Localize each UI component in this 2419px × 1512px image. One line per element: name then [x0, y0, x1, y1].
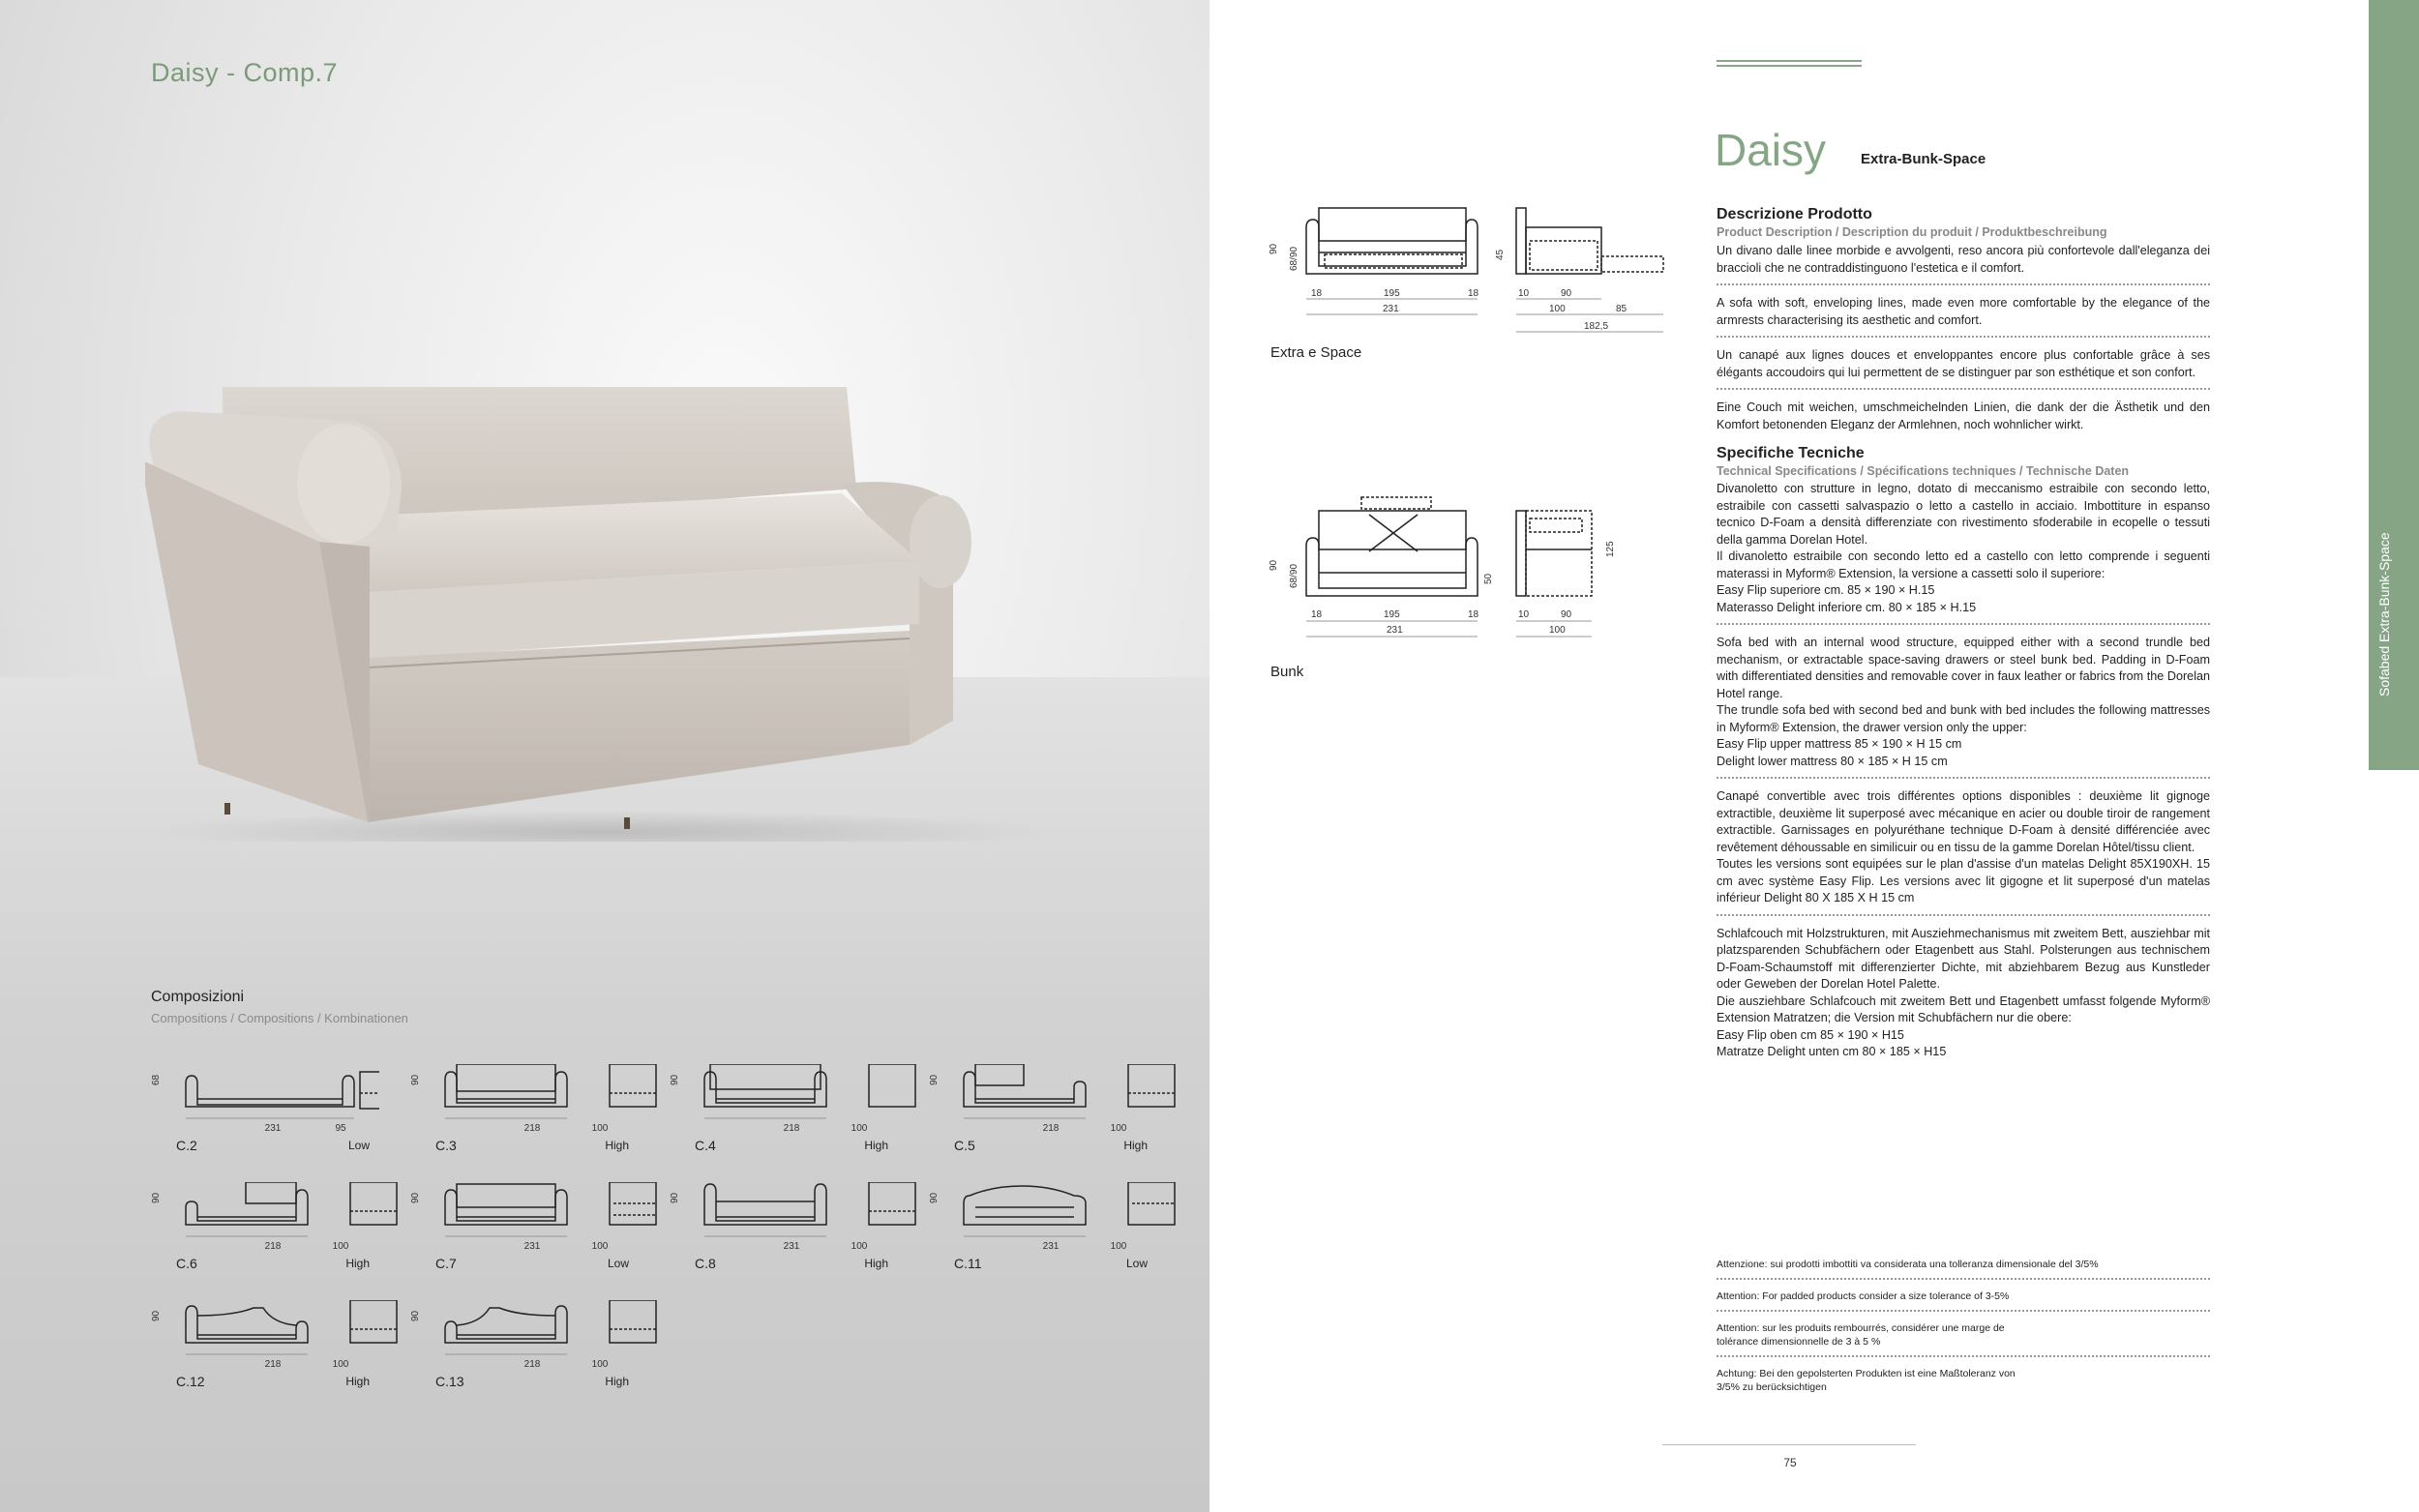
comp-height-type: Low	[1125, 1257, 1148, 1270]
specs-de	[1717, 926, 2210, 1061]
comp-drawing	[176, 1182, 408, 1240]
divider	[1717, 914, 2210, 916]
comp-depth-dim: 100	[332, 1359, 349, 1370]
dim-arm-l: 18	[1311, 288, 1323, 299]
dim-h-seat: 68/90	[1289, 246, 1299, 271]
comp-drawing	[176, 1064, 379, 1122]
dim-d1: 10	[1518, 609, 1530, 620]
comp-depth-dim: 100	[1110, 1241, 1127, 1252]
top-double-rule	[1717, 60, 1862, 67]
compositions-heading: Composizioni	[151, 989, 245, 1005]
comp-drawing	[954, 1182, 1186, 1240]
specs-en-p3: Easy Flip upper mattress 85 × 190 × H 15 cm	[1717, 737, 1962, 751]
comp-height-dim: 90	[929, 1074, 940, 1085]
specs-en-p1: Sofa bed with an internal wood structure, equipped either with a second trundle bed mechanism, or extractable space-saving drawers or steel bunk bed. Padding in D-Foam with differentiated densities and removable cover in faux leather or fabrics from the Dorelan Hotel range.	[1717, 636, 2210, 700]
product-variant: Extra-Bunk-Space	[1861, 151, 1986, 167]
extra-space-drawing	[1263, 198, 1669, 343]
comp-code: C.12	[176, 1374, 205, 1389]
specs-fr	[1717, 788, 2210, 907]
comp-code: C.8	[695, 1256, 716, 1271]
side-tab-label: Sofabed Extra-Bunk-Space	[2376, 532, 2392, 697]
comp-code: C.7	[435, 1256, 457, 1271]
comp-height-dim: 90	[410, 1310, 421, 1321]
footer-rule	[1662, 1444, 1916, 1445]
comp-width-dim: 218	[264, 1241, 282, 1252]
comp-code: C.2	[176, 1138, 197, 1153]
dim-arm-r: 18	[1468, 609, 1479, 620]
compositions-subheading: Compositions / Compositions / Kombinationen	[151, 1011, 408, 1025]
comp-width-dim: 231	[1042, 1241, 1060, 1252]
comp-width-dim: 218	[783, 1123, 800, 1134]
specs-it-p4: Materasso Delight inferiore cm. 80 × 185 × H.15	[1717, 600, 1977, 614]
dim-d3: 100	[1549, 625, 1566, 636]
composition-item	[670, 1064, 902, 1161]
comp-height-type: Low	[347, 1139, 370, 1152]
divider	[1717, 1355, 2210, 1357]
note-fr: Attention: sur les produits rembourrés, considérer une marge de tolérance dimensionnelle de 3 à 5 %	[1717, 1322, 2005, 1348]
dim-side-h: 50	[1483, 573, 1494, 584]
composition-item	[410, 1182, 642, 1279]
comp-height-dim: 90	[670, 1192, 680, 1203]
comp-drawing	[695, 1182, 927, 1240]
bunk-drawing	[1263, 491, 1630, 646]
comp-drawing	[954, 1064, 1186, 1122]
comp-height-dim: 90	[410, 1192, 421, 1203]
comp-depth-dim: 100	[851, 1241, 868, 1252]
divider	[1717, 336, 2210, 338]
comp-depth-dim: 100	[591, 1123, 609, 1134]
dim-seat-w: 195	[1384, 609, 1400, 620]
composition-item	[410, 1064, 642, 1161]
specs-it-p1: Divanoletto con strutture in legno, dotato di meccanismo estraibile con secondo letto, estraibile con cassetti salvaspazio o letto a castello in acciaio. Imbottiture in espanso tecnico D-Foam a densità differenziate con rivestimento sfoderabile in ecopelle o tessuti della gamma Dorelan Hotel.	[1717, 482, 2210, 547]
comp-width-dim: 231	[264, 1123, 282, 1134]
tolerance-notes	[1717, 1258, 2210, 1394]
comp-height-dim: 90	[151, 1310, 162, 1321]
comp-height-type: High	[1123, 1139, 1148, 1152]
comp-height-type: High	[345, 1375, 370, 1388]
dim-bunk-h: 125	[1605, 541, 1616, 557]
dim-d3: 100	[1549, 304, 1566, 314]
specs-de-p2: Die ausziehbare Schlafcouch mit zweitem Bett und Etagenbett umfasst folgende Myform® Extension Matratzen; die Version mit Schubfächern nur die obere:	[1717, 993, 2210, 1024]
dim-side-h: 45	[1495, 249, 1506, 260]
dim-total-w: 231	[1383, 304, 1399, 314]
specs-fr-p2: Toutes les versions sont equipées sur le plan d'assise d'un matelas Delight 85X190XH. 15 cm avec système Easy Flip. Les versions avec lit gigogne et lit superposé d'un matelas inférieur Delight 80 X 185 X H 15 cm	[1717, 857, 2210, 904]
product-name: Daisy	[1715, 125, 1827, 175]
comp-width-dim: 218	[264, 1359, 282, 1370]
note-en: Attention: For padded products consider a size tolerance of 3-5%	[1717, 1290, 2010, 1302]
comp-height-type: High	[864, 1139, 888, 1152]
sofa-photo	[145, 377, 1093, 842]
comp-height-dim: 90	[410, 1074, 421, 1085]
comp-code: C.3	[435, 1138, 457, 1153]
comp-width-dim: 231	[783, 1241, 800, 1252]
dim-h-seat: 68/90	[1289, 563, 1299, 588]
comp-width-dim: 218	[1042, 1123, 1060, 1134]
dim-d2: 90	[1561, 609, 1572, 620]
description-fr: Un canapé aux lignes douces et enveloppantes encore plus confortable grâce à ses élégants accoudoirs qui lui permettent de se distinguer par son esthétique et son confort.	[1717, 348, 2210, 379]
specs-de-p1: Schlafcouch mit Holzstrukturen, mit Ausziehmechanismus mit zweitem Bett, ausziehbar mit platzsparenden Schubfächern oder Etagenbett aus Stahl. Polsterungen aus technischem D-Foam-Schaumstoff mit differenzierter Dichte, mit abziehbarem Bezug aus Kunstleder oder Geweben der Dorelan Hotel Palette.	[1717, 926, 2210, 991]
specs-en-p4: Delight lower mattress 80 × 185 × H 15 cm	[1717, 754, 1948, 768]
composition-item	[929, 1064, 1161, 1161]
comp-height-type: High	[605, 1139, 629, 1152]
comp-code: C.11	[954, 1256, 982, 1271]
dim-arm-r: 18	[1468, 288, 1479, 299]
comp-code: C.4	[695, 1138, 716, 1153]
comp-height-dim: 90	[670, 1074, 680, 1085]
composition-item	[151, 1182, 383, 1279]
comp-height-dim: 90	[151, 1192, 162, 1203]
page-title: Daisy - Comp.7	[151, 58, 339, 87]
comp-height-dim: 90	[929, 1192, 940, 1203]
comp-drawing	[435, 1064, 668, 1122]
comp-height-type: High	[864, 1257, 888, 1270]
specs-it-p2: Il divanoletto estraibile con secondo letto ed a castello con letto comprende i seguenti materassi in Myform® Extension, la versione a cassetti solo il superiore:	[1717, 549, 2210, 580]
comp-height-dim: 68	[151, 1074, 162, 1085]
dim-d1: 10	[1518, 288, 1530, 299]
composition-item	[670, 1182, 902, 1279]
comp-drawing	[435, 1300, 668, 1358]
description-it: Un divano dalle linee morbide e avvolgenti, reso ancora più confortevole dall'eleganza dei braccioli che ne contraddistinguono l'estetica e il comfort.	[1717, 244, 2210, 275]
description-section	[1717, 206, 2210, 1061]
dim-seat-w: 195	[1384, 288, 1400, 299]
comp-depth-dim: 100	[591, 1241, 609, 1252]
comp-code: C.5	[954, 1138, 975, 1153]
composition-item	[410, 1300, 642, 1397]
specs-en-p2: The trundle sofa bed with second bed and bunk with bed includes the following mattresses in Myform® Extension, the drawer version only the upper:	[1717, 703, 2210, 734]
divider	[1717, 777, 2210, 779]
comp-height-type: Low	[607, 1257, 629, 1270]
specs-en	[1717, 635, 2210, 770]
comp-drawing	[695, 1064, 927, 1122]
specs-it-p3: Easy Flip superiore cm. 85 × 190 × H.15	[1717, 583, 1935, 597]
description-de: Eine Couch mit weichen, umschmeichelnden Linien, die dank der die Ästhetik und den Komfort betonenden Eleganz der Armlehnen, noch wohnlicher wirkt.	[1717, 400, 2210, 431]
specs-title: Specifiche Tecniche	[1717, 445, 1865, 461]
divider	[1717, 623, 2210, 625]
composition-item	[929, 1182, 1161, 1279]
dim-total-w: 231	[1387, 625, 1403, 636]
dim-d2: 90	[1561, 288, 1572, 299]
dim-h-total: 90	[1269, 243, 1279, 254]
dim-arm-l: 18	[1311, 609, 1323, 620]
specs-de-p4: Matratze Delight unten cm 80 × 185 × H15	[1717, 1045, 1947, 1058]
note-de: Achtung: Bei den gepolsterten Produkten ist eine Maßtoleranz von 3/5% zu berücksichtigen	[1717, 1368, 2016, 1393]
dim-h-total: 90	[1269, 559, 1279, 571]
bunk-label: Bunk	[1270, 664, 1304, 680]
dim-d5: 182,5	[1584, 321, 1609, 332]
comp-height-type: High	[605, 1375, 629, 1388]
divider	[1717, 388, 2210, 390]
composition-item	[151, 1300, 383, 1397]
comp-depth-dim: 100	[1110, 1123, 1127, 1134]
comp-depth-dim: 95	[335, 1123, 346, 1134]
divider	[1717, 1310, 2210, 1312]
comp-width-dim: 231	[523, 1241, 541, 1252]
comp-depth-dim: 100	[851, 1123, 868, 1134]
extra-space-label: Extra e Space	[1270, 344, 1362, 361]
dim-d4: 85	[1616, 304, 1628, 314]
description-en: A sofa with soft, enveloping lines, made even more comfortable by the elegance of the armrests characterising its aesthetic and comfort.	[1717, 296, 2210, 327]
specs-it	[1717, 481, 2210, 616]
comp-drawing	[176, 1300, 408, 1358]
note-it: Attenzione: sui prodotti imbottiti va considerata una tolleranza dimensionale del 3/5%	[1717, 1259, 2099, 1270]
comp-code: C.6	[176, 1256, 197, 1271]
comp-depth-dim: 100	[332, 1241, 349, 1252]
specs-subtitle: Technical Specifications / Spécifications techniques / Technische Daten	[1717, 464, 2130, 478]
comp-height-type: High	[345, 1257, 370, 1270]
comp-drawing	[435, 1182, 668, 1240]
divider	[1717, 1278, 2210, 1280]
page-number: 75	[1783, 1456, 1797, 1469]
composition-item	[151, 1064, 383, 1161]
comp-code: C.13	[435, 1374, 464, 1389]
divider	[1717, 283, 2210, 285]
comp-depth-dim: 100	[591, 1359, 609, 1370]
specs-fr-p1: Canapé convertible avec trois différentes options disponibles : deuxième lit gignoge extractible, deuxième lit superposé avec mécanique en acier ou double tiroir de rangement extractible. Garnissages en polyuréthane technique D-Foam à densité différenciée avec revêtement déhoussable en similicuir ou en tissu de la gamme Dorelan Hôtel/tissu client.	[1717, 789, 2210, 854]
comp-width-dim: 218	[523, 1123, 541, 1134]
description-title: Descrizione Prodotto	[1717, 206, 1872, 222]
comp-width-dim: 218	[523, 1359, 541, 1370]
description-subtitle: Product Description / Description du produit / Produktbeschreibung	[1717, 225, 2107, 239]
specs-de-p3: Easy Flip oben cm 85 × 190 × H15	[1717, 1027, 1904, 1042]
